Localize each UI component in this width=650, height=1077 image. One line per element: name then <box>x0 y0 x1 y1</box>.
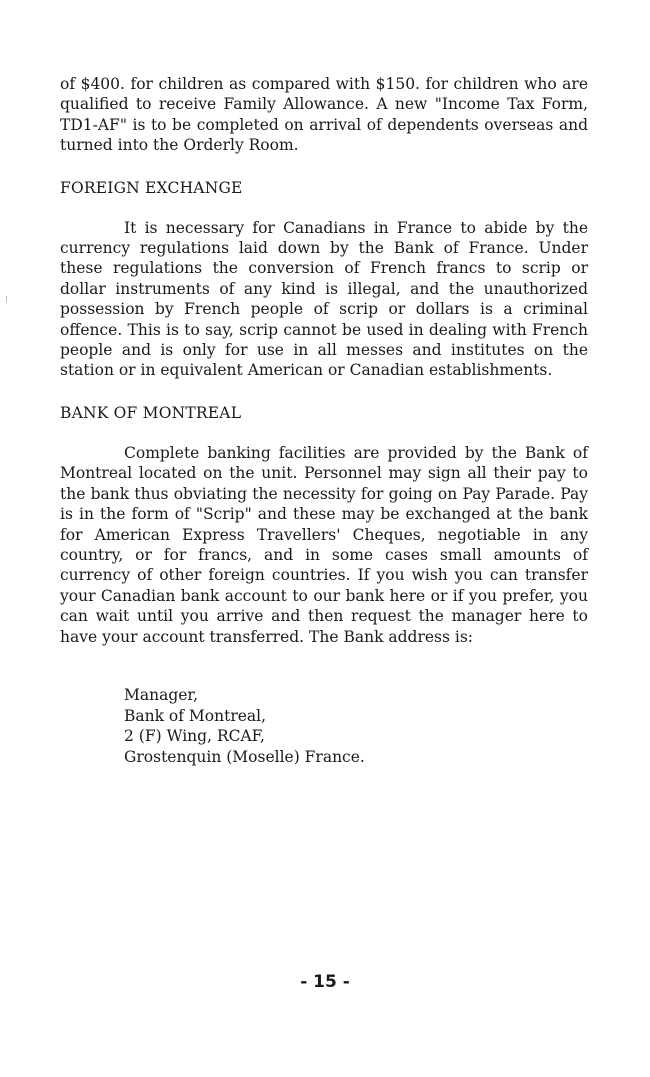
page-number: - 15 - <box>300 972 350 992</box>
document-page <box>60 74 588 767</box>
heading-foreign-exchange: FOREIGN EXCHANGE <box>60 178 243 197</box>
paragraph-bank-of-montreal: Complete banking facilities are provided by the Bank of Montreal located on the unit. Personnel may sign all their pay to the bank thus obviating the necessity for going on Pay Parade. Pay is in the form of "Scrip" and these may be exchanged at the bank for American Express Travellers' Cheques, negotiable in any country, or for francs, and in some cases small amounts of currency of other foreign countries. If you wish you can transfer your Canadian bank account to our bank here or if you prefer, you can wait until you arrive and then request the manager here to have your account transferred. The Bank address is: <box>60 443 588 646</box>
address-line-wing: 2 (F) Wing, RCAF, <box>124 727 265 746</box>
paragraph-family-allowance: of $400. for children as compared with $150. for children who are qualified to receive Family Allowance. A new "Income Tax Form, TD1-AF" is to be completed on arrival of dependents overseas and turned into the Orderly Room. <box>60 75 588 155</box>
paragraph-foreign-exchange: It is necessary for Canadians in France to abide by the currency regulations laid down by the Bank of France. Under these regulations the conversion of French francs to scrip or dollar instruments of any kind is illegal, and the unauthorized possession by French people of scrip or dollars is a criminal offence. This is to say, scrip cannot be used in dealing with French people and is only for use in all messes and institutes on the station or in equivalent American or Canadian establishments. <box>60 218 588 380</box>
address-line-bank: Bank of Montreal, <box>124 706 267 725</box>
bank-address-block <box>124 685 588 767</box>
heading-bank-of-montreal: BANK OF MONTREAL <box>60 403 242 422</box>
address-line-manager: Manager, <box>124 685 199 704</box>
margin-scan-mark <box>6 296 7 302</box>
address-line-location: Grostenquin (Moselle) France. <box>124 747 365 766</box>
